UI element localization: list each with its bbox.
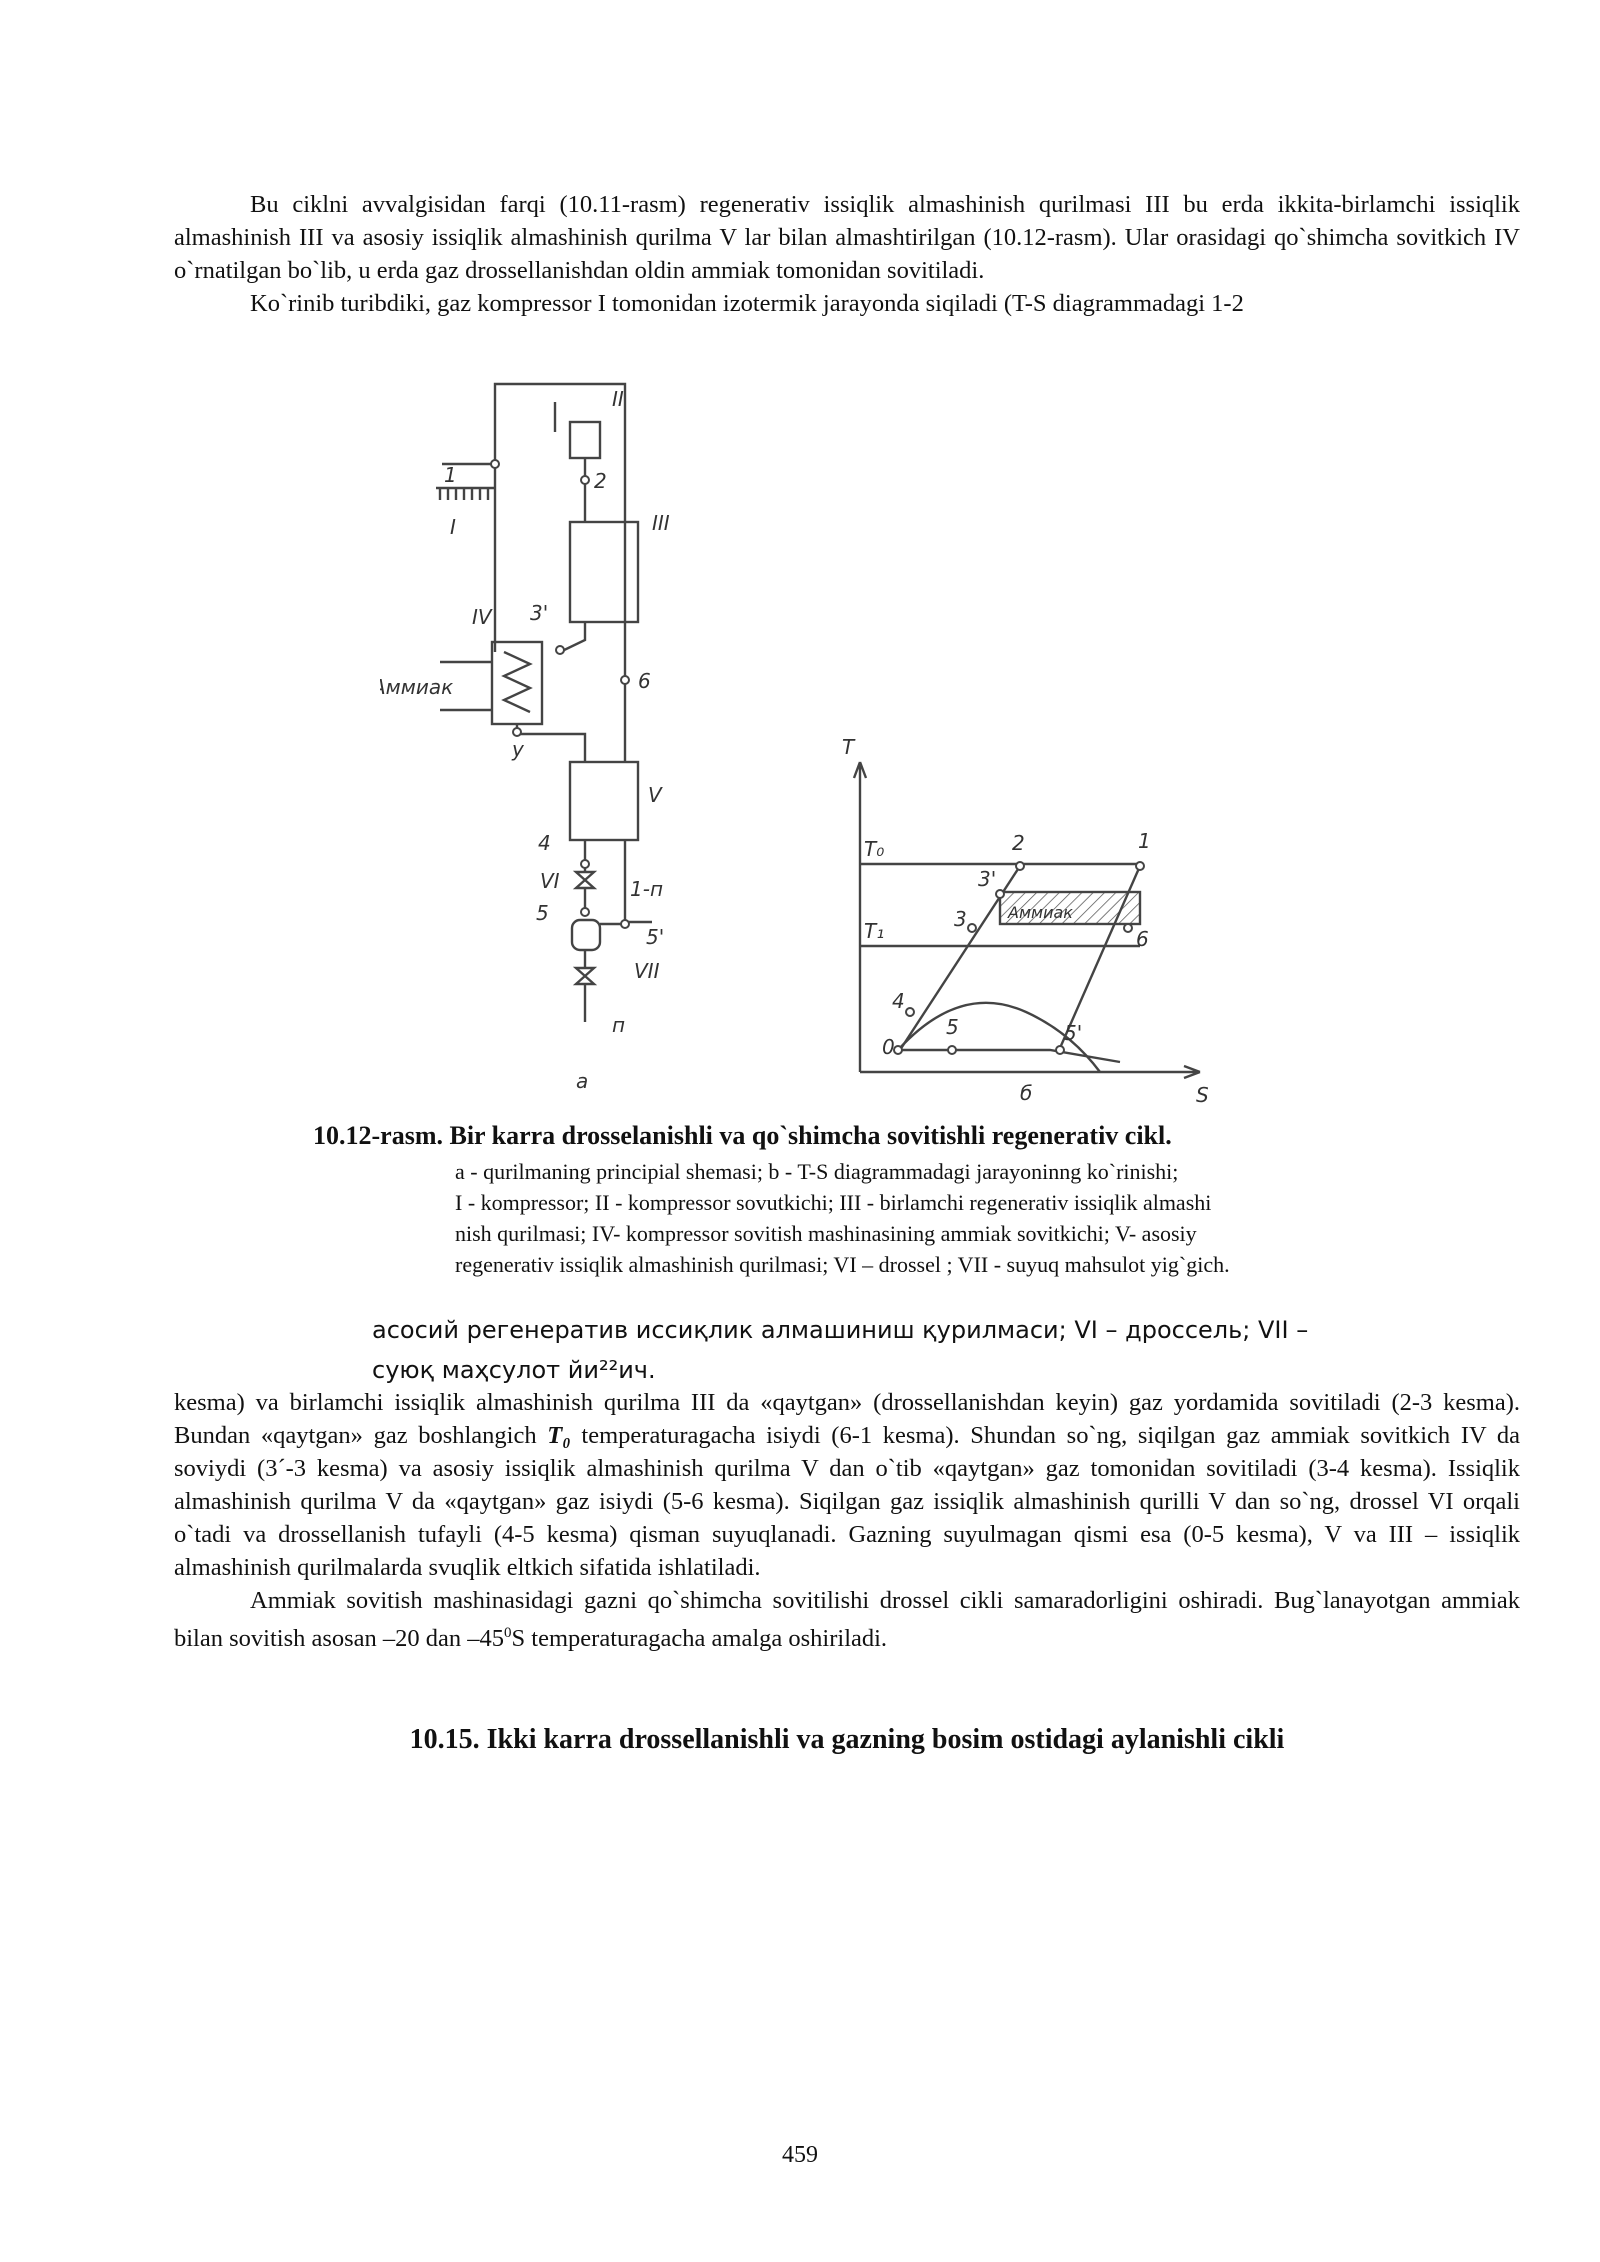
ts-label-4: 4 [892,989,905,1013]
legend-line: nish qurilmasi; IV- kompressor sovitish mashinasining ammiak sovitkichi; V- asosiy [455,1221,1197,1246]
label-II: II [612,387,624,411]
ts-label-T1: T₁ [864,919,885,943]
paragraph-1: Bu ciklni avvalgisidan farqi (10.11-rasm) regenerativ issiqlik almashinish qurilmasi III bu erda ikkita-birlamchi issiqlik almashinish III va asosiy issiqlik almashinish qurilma V lar bilan almashtirilgan (10.12-rasm). Ular orasidagi qo`shimcha sovitkich IV o`rnatilgan bo`lib, u erda gaz drossellanishdan oldin ammiak tomonidan sovitiladi. [174,191,1520,284]
label-2: 2 [594,469,607,493]
ts-label-b: б [1020,1081,1033,1105]
label-I: I [450,515,456,539]
label-VII: VII [634,959,660,983]
ts-label-5: 5 [946,1015,959,1039]
section-heading: 10.15. Ikki karra drossellanishli va gazning bosim ostidagi aylanishli cikli [409,1724,1285,1755]
label-4: 4 [538,831,551,855]
ts-label-5prime: 5' [1064,1021,1083,1045]
ts-label-1: 1 [1138,829,1151,853]
label-a: а [576,1069,589,1093]
ts-label-T0: T₀ [864,837,885,861]
label-5: 5 [536,901,549,925]
label-ammiak: Аммиак [380,675,454,699]
scheme-a [436,384,652,1022]
label-V: V [648,783,662,807]
label-1n: 1-п [630,877,664,901]
scheme-labels [380,387,670,1093]
figure-drawing [380,372,1220,1112]
body-text [174,1386,1520,1655]
label-III: III [652,511,670,535]
superscript-0: 0 [504,1625,512,1641]
ts-label-0: 0 [882,1035,895,1059]
ts-label-6: 6 [1136,927,1149,951]
label-IV: IV [472,605,492,629]
cyrillic-line: асосий регенератив иссиқлик алмашиниш қурилмаси; VI – дроссель; VII – [372,1316,1309,1344]
legend-line: a - qurilmaning principial shemasi; b - T-S diagrammadagi jarayoninng ko`rinishi; [455,1159,1179,1184]
paragraph-3 [174,1386,1520,1584]
figure-caption-legend [455,1156,1415,1280]
ts-points [894,862,1144,1054]
label-VI: VI [540,869,560,893]
paragraph-3-rest: temperaturagacha isiydi (6-1 kesma). Shundan so`ng, siqilgan gaz ammiak sovitkich IV da soviydi (3´-3 kesma) va asosiy issiqlik almashinish qurilma V dan o`tib «qaytgan» gaz tomonidan sovitiladi (3-4 kesma). Issiqlik almashinish qurilma V da «qaytgan» gaz isiydi (5-6 kesma). Siqilgan gaz issiqlik almashinish qurilli V dan so`ng, drossel VI orqali o`tadi va drossellanish tufayli (4-5 kesma) qisman suyuqlanadi. Gazning suyulmagan qismi esa (0-5 kesma), V va III – issiqlik almashinish qurilmalarda svuqlik eltkich sifatida ishlatiladi. [174,1422,1520,1581]
label-3prime: 3' [530,601,549,625]
label-5prime: 5' [646,925,665,949]
ts-label-S: S [1196,1083,1209,1107]
paragraph-4-start: Ammiak sovitish mashinasidagi gazni qo`shimcha sovitilishi drossel cikli samaradorligini oshiradi. Bug`lanayotgan ammiak bilan sovitish asosan –20 dan –45 [174,1587,1520,1653]
symbol-T0: T₀ [547,1422,571,1449]
paragraph-2: Ko`rinib turibdiki, gaz kompressor I tomonidan izotermik jarayonda siqiladi (T-S diagrammadagi 1-2 [250,290,1244,317]
legend-line: regenerativ issiqlik almashinish qurilmasi; VI – drossel ; VII - suyuq mahsulot yig`gich. [455,1252,1230,1277]
ts-label-3prime: 3' [978,867,997,891]
paragraph-4 [174,1584,1520,1655]
ts-label-2: 2 [1012,831,1025,855]
ts-label-3: 3 [954,907,967,931]
page-number: 459 [782,2142,818,2168]
intro-text [174,188,1520,320]
label-y: у [512,737,524,761]
cyrillic-fragment [372,1310,1432,1390]
legend-line: I - kompressor; II - kompressor sovutkichi; III - birlamchi regenerativ issiqlik almashi [455,1190,1212,1215]
label-1: 1 [444,463,457,487]
label-6: 6 [638,669,651,693]
label-n: п [612,1013,626,1037]
ts-label-ammiak: Аммиак [1008,903,1073,922]
figure-caption-title: 10.12-rasm. Bir karra drosselanishli va qo`shimcha sovitishli regenerativ cikl. [313,1121,1172,1150]
paragraph-4-rest: S temperaturagacha amalga oshiriladi. [511,1625,888,1653]
scheme-nodes [491,460,629,928]
ts-label-T: T [842,735,855,759]
figure-10-12 [380,372,1220,1112]
cyrillic-line: суюқ маҳсулот йи²²ич. [372,1356,656,1384]
paragraph-3-start: kesma) va birlamchi issiqlik almashinish qurilma III da «qaytgan» (drossellanishdan keyin) gaz yordamida sovitiladi (2-3 kesma). Bundan «qaytgan» gaz boshlangich [174,1389,1520,1449]
